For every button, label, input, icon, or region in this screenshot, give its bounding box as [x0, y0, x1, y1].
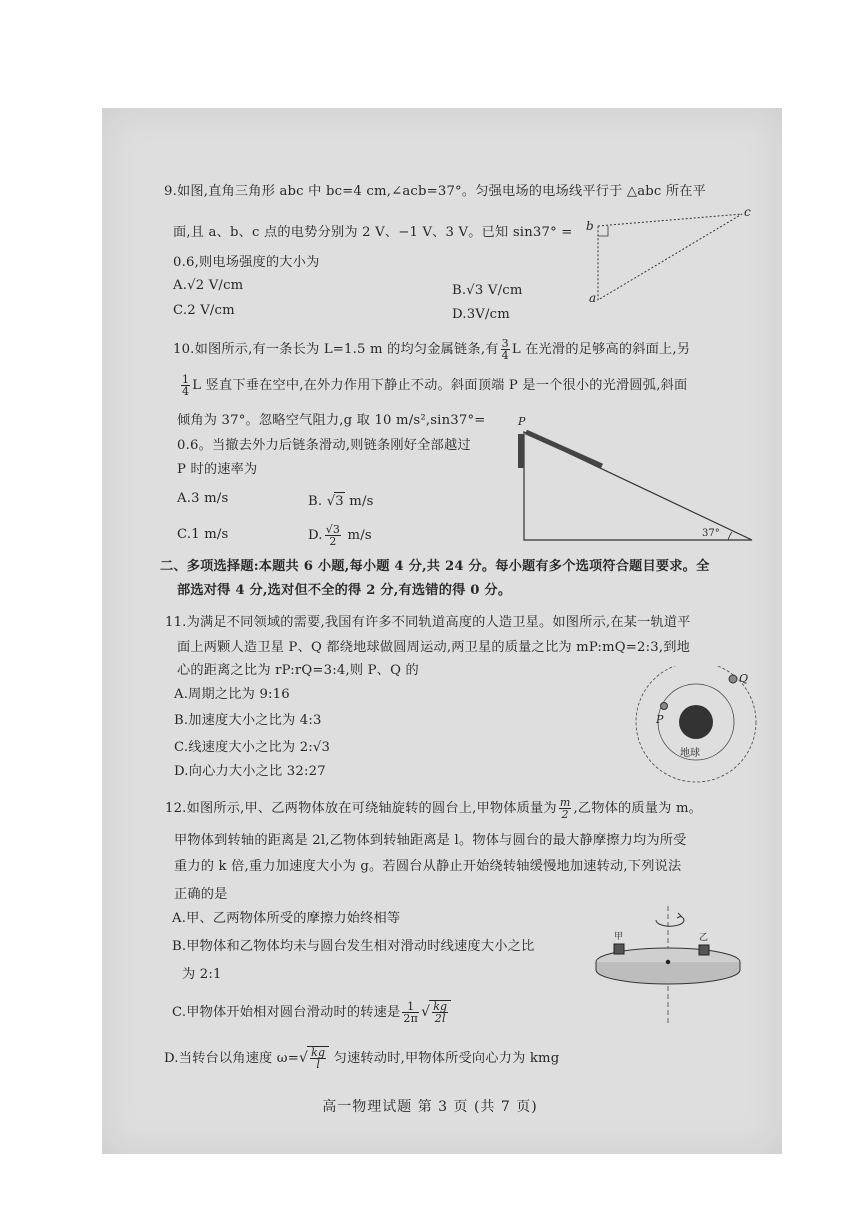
q9-option-b: B.√3 V/cm — [452, 283, 523, 298]
q10-optb-unit: m/s — [344, 494, 374, 509]
q10-frac1-den: 4 — [501, 349, 509, 362]
q10-optd-num: √3 — [325, 523, 341, 536]
q12-frac-num: m — [559, 796, 571, 809]
q10-option-b: B. √3 m/s — [308, 494, 374, 509]
q10-line-3: 倾角为 37°。忽略空气阻力,g 取 10 m/s²,sin37°= — [177, 413, 486, 428]
q12-line-2: 甲物体到转轴的距离是 2l,乙物体到转轴距离是 l。物体与圆台的最大静摩擦力均为所受 — [174, 833, 687, 848]
q10-frac1-num: 3 — [501, 337, 509, 350]
q10-fraction-three-quarters — [501, 338, 510, 361]
q10-line-1-post: L 在光滑的足够高的斜面上,另 — [511, 342, 691, 357]
q12-optc-text: C.甲物体开始相对圆台滑动时的转速是 — [172, 1005, 401, 1020]
q12-line-4: 正确的是 — [174, 887, 228, 902]
q10-option-c: C.1 m/s — [177, 527, 229, 542]
q12-optd-root — [307, 1046, 329, 1070]
q10-line-2-post: L 竖直下垂在空中,在外力作用下静止不动。斜面顶端 P 是一个很小的光滑圆弧,斜面 — [192, 378, 688, 393]
q10-optb-prefix: B. — [308, 494, 323, 509]
section2-line-1: 二、多项选择题:本题共 6 小题,每小题 4 分,共 24 分。每小题有多个选项符合题目要求。全 — [160, 559, 710, 574]
section2-line-2: 部选对得 4 分,选对但不全的得 2 分,有选错的得 0 分。 — [177, 583, 512, 598]
q12-label-yi: 乙 — [699, 933, 709, 943]
q9-line-3: 0.6,则电场强度的大小为 — [173, 255, 320, 270]
q12-optc-f1-den: 2π — [403, 1012, 419, 1025]
q10-optd-den: 2 — [329, 535, 337, 548]
q10-line-4: 0.6。当撤去外力后链条滑动,则链条刚好全部越过 — [177, 438, 471, 453]
q11-line-2: 面上两颗人造卫星 P、Q 都绕地球做圆周运动,两卫星的质量之比为 mP:mQ=2:3,到地 — [177, 640, 691, 655]
q10-line-1 — [173, 338, 690, 361]
q12-line-1-pre: 12.如图所示,甲、乙两物体放在可绕轴旋转的圆台上,甲物体质量为 — [165, 801, 557, 816]
q12-line-1-post: ,乙物体的质量为 m。 — [573, 801, 703, 816]
q9-option-a: A.√2 V/cm — [173, 278, 244, 293]
q9-label-b: b — [586, 219, 594, 233]
q12-option-c: C.甲物体开始相对圆台滑动时的转速是 $\frac{1}{2\pi}$ √ $\frac{kg}{2l}$ — [172, 1000, 451, 1024]
q12-optc-f2-den: 2l — [434, 1012, 446, 1025]
q9-option-d: D.3V/cm — [452, 307, 510, 322]
q9-line-2: 面,且 a、b、c 点的电势分别为 2 V、−1 V、3 V。已知 sin37° = — [173, 225, 573, 240]
q11-label-p: P — [656, 713, 664, 726]
q10-line-2 — [179, 374, 687, 397]
q12-option-a: A.甲、乙两物体所受的摩擦力始终相等 — [172, 911, 401, 926]
q12-option-b-line-2: 为 2:1 — [182, 967, 222, 982]
q12-optc-root — [429, 1000, 451, 1024]
q11-line-1: 11.为满足不同领域的需要,我国有许多不同轨道高度的人造卫星。如图所示,在某一轨道平 — [165, 615, 691, 630]
q9-option-c: C.2 V/cm — [173, 303, 235, 318]
q12-optd-post: 匀速转动时,甲物体所受向心力为 kmg — [329, 1051, 560, 1066]
q11-line-3: 心的距离之比为 rP:rQ=3:4,则 P、Q 的 — [177, 663, 419, 678]
q11-option-b: B.加速度大小之比为 4:3 — [174, 713, 322, 728]
q10-fraction-one-quarter — [181, 374, 190, 397]
q12-line-1 — [165, 797, 702, 820]
q10-frac2-num: 1 — [182, 373, 190, 386]
q12-optd-text: D.当转台以角速度 ω= — [164, 1051, 300, 1066]
page-footer: 高一物理试题 第 3 页 (共 7 页) — [322, 1099, 538, 1115]
q11-option-d: D.向心力大小之比 32:27 — [174, 764, 326, 779]
q11-option-c: C.线速度大小之比为 2:√3 — [174, 740, 331, 755]
q11-label-q: Q — [739, 672, 749, 685]
q10-option-a: A.3 m/s — [177, 491, 229, 506]
q12-option-b-line-1: B.甲物体和乙物体均未与圆台发生相对滑动时线速度大小之比 — [172, 939, 535, 954]
q12-optd-f-den: l — [316, 1058, 321, 1071]
q11-label-earth: 地球 — [680, 748, 700, 759]
q10-optd-fraction — [325, 524, 341, 547]
q10-label-p: P — [518, 415, 526, 428]
q12-mass-fraction — [559, 797, 572, 820]
q12-frac-den: 2 — [561, 808, 569, 821]
q12-label-jia: 甲 — [614, 932, 624, 942]
q9-label-a: a — [589, 291, 597, 305]
q10-line-5: P 时的速率为 — [177, 462, 258, 477]
q10-line-1-pre: 10.如图所示,有一条长为 L=1.5 m 的均匀金属链条,有 — [173, 342, 499, 357]
q10-incline-diagram — [510, 412, 760, 544]
q10-frac2-den: 4 — [182, 385, 190, 398]
q12-option-d: D.当转台以角速度 ω=√ $\frac{kg}{l}$ 匀速转动时,甲物体所受向心力为 kmg — [164, 1046, 560, 1071]
q9-line-1: 9.如图,直角三角形 abc 中 bc=4 cm,∠acb=37°。匀强电场的电场线平行于 △abc 所在平 — [164, 184, 707, 199]
q12-optc-fraction — [402, 1001, 419, 1024]
q10-angle-label: 37° — [702, 528, 720, 539]
q12-optd-f-num: kg — [311, 1046, 326, 1059]
q9-triangle-diagram — [584, 204, 754, 308]
q12-optc-f2-num: kg — [433, 1000, 448, 1013]
q12-line-3: 重力的 k 倍,重力加速度大小为 g。若圆台从静止开始绕转轴缓慢地加速转动,下列说法 — [174, 859, 682, 874]
q11-orbit-diagram — [626, 666, 766, 786]
q12-optc-f1-num: 1 — [402, 1001, 419, 1013]
q10-optd-prefix: D. — [308, 528, 323, 543]
q10-option-d — [308, 524, 372, 547]
q12-turntable-diagram — [588, 904, 760, 1028]
q9-label-c: c — [744, 205, 751, 219]
q10-optd-unit: m/s — [343, 528, 372, 543]
q10-optb-root: 3 — [335, 494, 344, 509]
q11-option-a: A.周期之比为 9:16 — [174, 687, 290, 702]
